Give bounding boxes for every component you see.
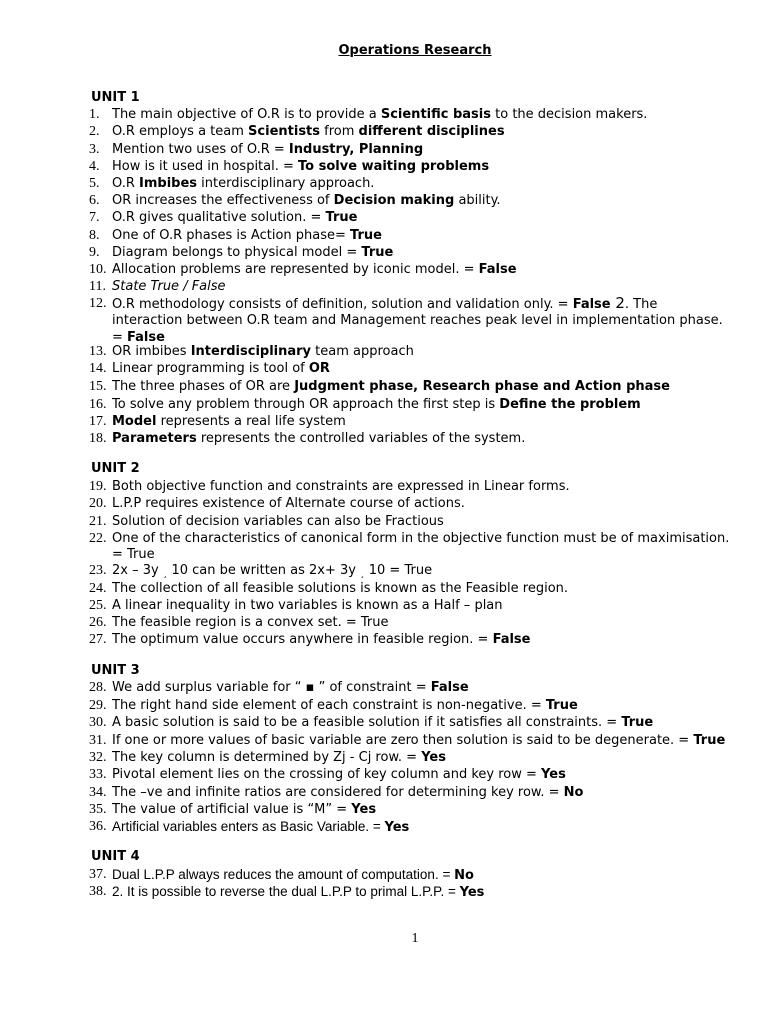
item-number: 4.	[89, 159, 100, 174]
item-number: 26.	[89, 615, 107, 630]
item-number: 28.	[89, 680, 107, 695]
item-number: 31.	[89, 733, 107, 748]
item-number: 24.	[89, 581, 107, 596]
item-number: 8.	[89, 228, 100, 243]
unit-heading: UNIT 3	[91, 663, 140, 678]
item-number: 7.	[89, 210, 100, 225]
item-number: 6.	[89, 193, 100, 208]
list-item: 22. One of the characteristics of canonical form in the objective function must be of maximisation. = True	[89, 531, 730, 562]
list-item: 12. O.R methodology consists of definition, solution and validation only. = False 2. The interaction between O.R team and Management reaches peak level in implementation phase. = False	[89, 294, 723, 345]
item-number: 15.	[89, 379, 107, 394]
item-number: 12.	[89, 296, 107, 311]
item-number: 21.	[89, 514, 107, 529]
item-number: 16.	[89, 397, 107, 412]
document-title: Operations Research	[338, 43, 492, 58]
item-number: 14.	[89, 361, 107, 376]
item-number: 17.	[89, 414, 107, 429]
item-number: 27.	[89, 632, 107, 647]
unit-heading: UNIT 4	[91, 849, 140, 864]
unit-heading: UNIT 1	[91, 90, 140, 105]
item-number: 1.	[89, 107, 100, 122]
item-number: 19.	[89, 479, 107, 494]
unit-heading: UNIT 2	[91, 461, 140, 476]
page-number: 1	[411, 931, 419, 946]
item-number: 22.	[89, 531, 107, 546]
item-number: 30.	[89, 715, 107, 730]
item-number: 25.	[89, 598, 107, 613]
item-number: 36.	[89, 819, 107, 834]
item-number: 37.	[89, 867, 107, 882]
item-number: 29.	[89, 698, 107, 713]
item-number: 34.	[89, 785, 107, 800]
item-number: 23.	[89, 563, 107, 578]
item-number: 3.	[89, 142, 100, 157]
item-number: 13.	[89, 344, 107, 359]
item-number: 5.	[89, 176, 100, 191]
item-number: 11.	[89, 279, 106, 294]
item-number: 38.	[89, 884, 107, 899]
item-number: 32.	[89, 750, 107, 765]
item-number: 18.	[89, 431, 107, 446]
item-number: 35.	[89, 802, 107, 817]
item-number: 10.	[89, 262, 107, 277]
item-number: 9.	[89, 245, 100, 260]
item-number: 20.	[89, 496, 107, 511]
item-number: 2.	[89, 124, 100, 139]
item-number: 33.	[89, 767, 107, 782]
